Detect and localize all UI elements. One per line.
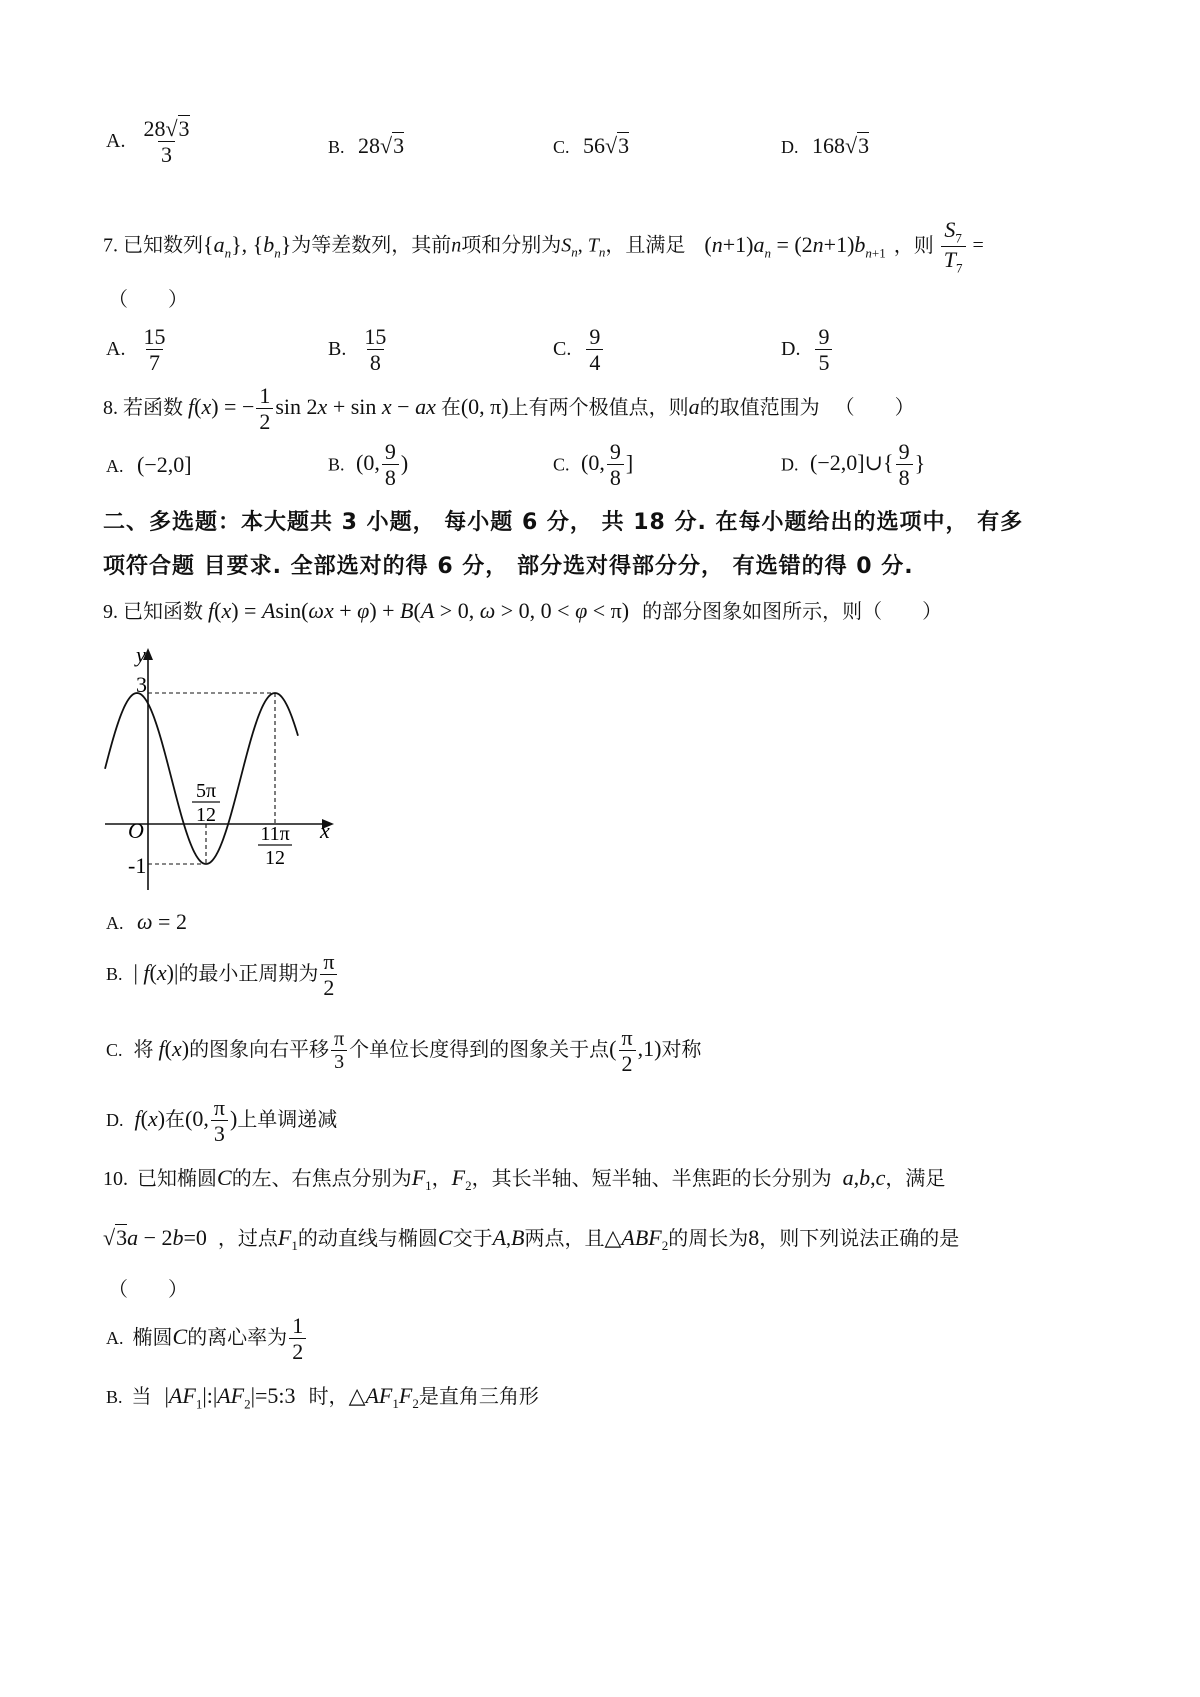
q7-option-d[interactable]: D. $\frac{9}{5}$ <box>781 325 834 375</box>
q9-option-c[interactable]: C. 将 f(x)的图象向右平移 $\frac{\pi}{3}$ 个单位长度得到的图象关于点( $\frac{\pi}{2}$ ,1)对称 <box>106 1025 702 1077</box>
tick2-numerator: 11π <box>260 823 290 845</box>
origin-label: O <box>128 818 144 843</box>
q9-stem: 9. 已知函数 f(x) = Asin(ωx + φ) + B(A > 0, ω > 0, 0 < φ < π) 的部分图象如图所示，则（ ） <box>103 598 943 623</box>
section-2-heading-line2: 项符合题 目要求. 全部选对的得 6 分， 部分选对得部分分， 有选错的得 0 分. <box>103 554 914 579</box>
q6-option-d[interactable]: D. 168√3 <box>781 133 870 158</box>
q8-option-d[interactable]: D. (−2,0]∪{ $\frac{9}{8}$ } <box>781 439 926 491</box>
q6-option-b[interactable]: B. 28√3 <box>328 133 405 158</box>
q10-stem-line2: √3a − 2b=0 ，过点$F_1$的动直线与椭圆C交于A,B两点，且$\triangle ABF_2$的周长为8，则下列说法正确的是 <box>103 1225 960 1253</box>
q10-option-a[interactable]: A. 椭圆C的离心率为 $\frac{1}{2}$ <box>106 1314 308 1364</box>
tick1-denominator: 12 <box>196 804 216 826</box>
q9-option-d[interactable]: D. f(x)在(0, $\frac{\pi}{3}$ )上单调递减 <box>106 1095 338 1147</box>
q7-option-a[interactable]: A. $\frac{15}{7}$ <box>106 324 166 376</box>
q7-s7-over-t7: $\frac{S_7}{T_7}$ <box>941 218 966 276</box>
max-value-label: 3 <box>136 672 147 697</box>
q7-answer-blank: （ ） <box>108 289 188 311</box>
q6-option-a-fraction: $\frac{28√3}{3}$ <box>143 116 190 168</box>
q9-option-a[interactable]: A. ω = 2 <box>106 909 187 934</box>
q6-option-a[interactable]: A. $\frac{28√3}{3}$ <box>106 117 195 167</box>
q8-option-a[interactable]: A. (−2,0] <box>106 452 192 477</box>
q8-option-c[interactable]: C. (0, $\frac{9}{8}$ ] <box>553 439 634 491</box>
q7-option-c[interactable]: C. $\frac{9}{4}$ <box>553 325 605 375</box>
q7-option-b[interactable]: B. $\frac{15}{8}$ <box>328 324 387 376</box>
x-axis-label: x <box>320 818 330 843</box>
min-value-label: -1 <box>128 853 147 878</box>
q8-stem: 8. 若函数 f(x) = − $\frac{1}{2}$ sin 2x + sin x − ax 在(0, π)上有两个极值点，则a的取值范围为 （ ） <box>103 383 915 435</box>
q9-function-graph <box>100 640 350 890</box>
tick1-numerator: 5π <box>195 780 217 802</box>
q10-answer-blank: （ ） <box>108 1279 188 1301</box>
q7-stem: 7. 已知数列$\{a_n\}$, $\{b_n\}$为等差数列，其前n项和分别为$S_n$, $T_n$，且满足 $(n+1)a_n = (2n+1)b_{n+1}$ ，则 $\frac{S_7}{T_7}$ = <box>103 217 984 276</box>
q9-option-b[interactable]: B. | f(x)|的最小正周期为 $\frac{\pi}{2}$ <box>106 950 339 1000</box>
section-2-heading-line1: 二、多选题：本大题共 3 小题， 每小题 6 分， 共 18 分. 在每小题给出的选项中， 有多 <box>103 510 1024 535</box>
q10-stem-line1: 10. 已知椭圆C的左、右焦点分别为$F_1$，$F_2$，其长半轴、短半轴、半焦距的长分别为 a,b,c，满足 <box>103 1165 946 1193</box>
q8-option-b[interactable]: B. (0, $\frac{9}{8}$ ) <box>328 439 409 491</box>
y-axis-label: y <box>136 642 146 667</box>
q6-option-c[interactable]: C. 56√3 <box>553 133 630 158</box>
q10-option-b[interactable]: B. 当 $|AF_1|:|AF_2|=5:3$ 时，$\triangle AF_1F_2$是直角三角形 <box>106 1383 539 1412</box>
tick2-denominator: 12 <box>265 847 285 869</box>
